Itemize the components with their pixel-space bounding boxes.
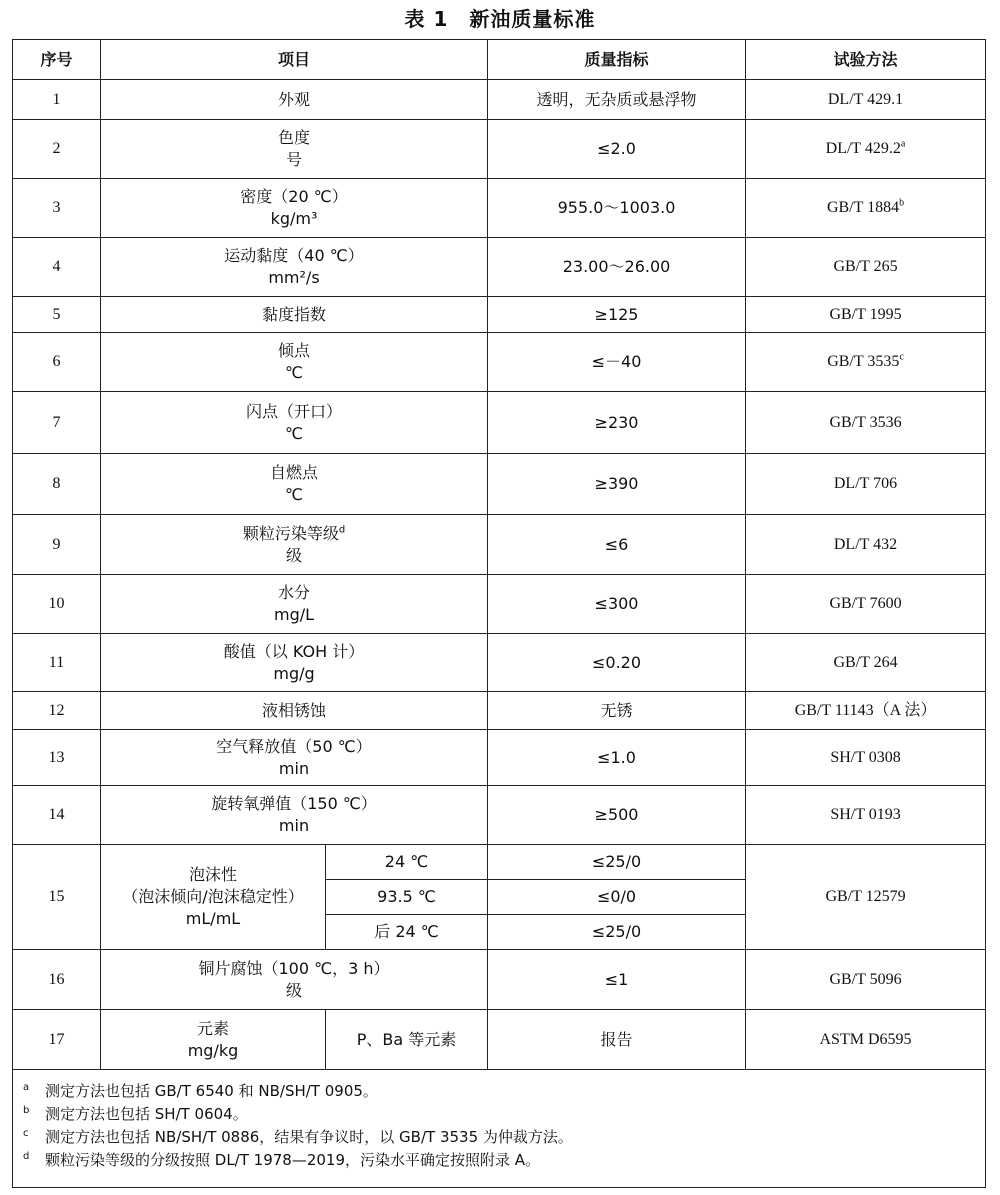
row-item (101, 80, 488, 120)
item-label (105, 700, 483, 722)
row-method (746, 515, 986, 575)
item-label: （泡沫倾向/泡沫稳定性） (122, 887, 304, 906)
row-item (101, 179, 488, 238)
table-title: 表 1 新油质量标准 (404, 7, 596, 31)
item-label (105, 245, 483, 267)
item-label (105, 523, 483, 545)
row-spec: ≤300 (488, 575, 746, 634)
row-spec: ≤25/0 (488, 915, 746, 950)
method-name: GB/T 264 (833, 653, 898, 671)
table-row (13, 80, 986, 120)
item-name: 旋转氧弹值（150 ℃） (211, 794, 377, 813)
row-spec: 报告 (488, 1010, 746, 1070)
footnote: b 测定方法也包括 SH/T 0604。 (23, 1105, 248, 1123)
row-method (746, 297, 986, 333)
table-row (13, 845, 986, 880)
row-spec: 955.0～1003.0 (488, 179, 746, 238)
item-name: 自燃点 (270, 463, 319, 482)
item-name: 液相锈蚀 (262, 700, 327, 720)
row-method (746, 80, 986, 120)
row-item (101, 238, 488, 297)
item-name: 外观 (278, 89, 311, 109)
table-row (13, 950, 986, 1010)
method-name: GB/T 1995 (829, 305, 902, 323)
item-unit: ℃ (285, 363, 303, 382)
row-number: 12 (13, 692, 101, 730)
item-unit: 号 (286, 150, 303, 169)
row-item (101, 786, 488, 845)
table-row (13, 454, 986, 515)
row-spec: ≥125 (488, 297, 746, 333)
row-spec: 无锈 (488, 692, 746, 730)
method-name: GB/T 11143（A 法） (794, 701, 937, 719)
item-name: 倾点 (278, 341, 311, 360)
item-unit: mg/L (273, 605, 315, 624)
row-number: 1 (13, 80, 101, 120)
row-spec: ≥230 (488, 392, 746, 454)
row-method (746, 454, 986, 515)
row-spec: ≥390 (488, 454, 746, 515)
table-row (13, 297, 986, 333)
table-row (13, 730, 986, 786)
row-method (746, 120, 986, 179)
item-label (105, 401, 483, 423)
row-number: 9 (13, 515, 101, 575)
row-spec: ≥500 (488, 786, 746, 845)
item-unit: mg/g (273, 663, 315, 683)
method-name: GB/T 7600 (829, 595, 902, 612)
item-unit: mm²/s (268, 268, 320, 287)
row-number: 15 (13, 845, 101, 950)
row-spec: 透明，无杂质或悬浮物 (488, 80, 746, 120)
header-spec: 质量指标 (488, 40, 746, 80)
footnote-text: 测定方法也包括 NB/SH/T 0886，结果有争议时，以 GB/T 3535 为仲裁方法。 (45, 1128, 573, 1146)
footnote: a 测定方法也包括 GB/T 6540 和 NB/SH/T 0905。 (23, 1082, 378, 1100)
item-label: 元素 (196, 1018, 229, 1038)
row-item (101, 1010, 326, 1070)
method-footnote-mark: b (899, 197, 905, 209)
item-unit: min (278, 816, 310, 835)
item-label (105, 641, 483, 663)
row-spec: ≤1 (488, 950, 746, 1010)
header-no: 序号 (13, 40, 101, 80)
test-condition: 93.5 ℃ (326, 880, 488, 915)
row-method (746, 692, 986, 730)
row-number: 5 (13, 297, 101, 333)
row-method (746, 786, 986, 845)
row-item (101, 392, 488, 454)
row-spec: 23.00～26.00 (488, 238, 746, 297)
row-method: GB/T 5096 (746, 950, 986, 1010)
item-name: 黏度指数 (262, 304, 327, 324)
item-name: 运动黏度（40 ℃） (224, 246, 364, 265)
item-label (105, 89, 483, 111)
item-label: 泡沫性 (188, 865, 237, 884)
item-name: 色度 (278, 128, 311, 147)
item-unit: 级 (286, 980, 303, 1000)
header-row (13, 40, 986, 80)
item-name: 密度（20 ℃） (240, 187, 348, 206)
row-method: ASTM D6595 (746, 1010, 986, 1070)
row-item (101, 845, 326, 950)
notes-row (13, 1070, 986, 1188)
footnote-text: 测定方法也包括 GB/T 6540 和 NB/SH/T 0905。 (45, 1082, 378, 1100)
item-label (105, 340, 483, 362)
row-number: 14 (13, 786, 101, 845)
row-item (101, 454, 488, 515)
item-label (105, 462, 483, 484)
row-number: 2 (13, 120, 101, 179)
item-unit: kg/m³ (270, 209, 318, 228)
main-table (12, 39, 986, 1188)
footnote: d 颗粒污染等级的分级按照 DL/T 1978—2019，污染水平确定按照附录 A。 (23, 1151, 541, 1169)
item-label: mL/mL (185, 909, 241, 928)
row-method (746, 730, 986, 786)
item-unit: ℃ (285, 485, 303, 504)
row-item (101, 333, 488, 392)
method-name: GB/T 3535 (827, 353, 900, 370)
row-item (101, 515, 488, 575)
item-label (105, 304, 483, 326)
table-row (13, 634, 986, 692)
header-item: 项目 (101, 40, 488, 80)
table-row (13, 120, 986, 179)
method-footnote-mark: c (899, 351, 904, 363)
table-row (13, 692, 986, 730)
item-label (105, 736, 483, 758)
table-row (13, 1010, 986, 1070)
row-item (101, 297, 488, 333)
row-number: 13 (13, 730, 101, 786)
footnote: c 测定方法也包括 NB/SH/T 0886，结果有争议时，以 GB/T 3535 为仲裁方法。 (23, 1128, 573, 1146)
item-label: 铜片腐蚀（100 ℃，3 h） (198, 958, 390, 978)
method-name: DL/T 706 (833, 475, 898, 492)
row-item (101, 575, 488, 634)
row-method (746, 575, 986, 634)
method-name: SH/T 0193 (830, 806, 901, 823)
table-row (13, 179, 986, 238)
row-spec: ≤2.0 (488, 120, 746, 179)
method-name: DL/T 432 (833, 535, 898, 553)
row-number: 11 (13, 634, 101, 692)
footnotes (13, 1070, 986, 1188)
footnote-text: 测定方法也包括 SH/T 0604。 (45, 1105, 248, 1123)
method-name: DL/T 429.1 (827, 90, 904, 108)
footnote-text: 颗粒污染等级的分级按照 DL/T 1978—2019，污染水平确定按照附录 A。 (45, 1151, 541, 1169)
method-name: GB/T 3536 (829, 413, 902, 431)
item-footnote-mark: d (338, 524, 346, 536)
item-unit: 级 (286, 545, 303, 565)
row-method (746, 634, 986, 692)
row-number: 10 (13, 575, 101, 634)
row-spec: ≤6 (488, 515, 746, 575)
table-row (13, 515, 986, 575)
item-unit: min (278, 758, 310, 778)
row-spec: ≤－40 (488, 333, 746, 392)
method-name: DL/T 429.2 (825, 140, 901, 157)
row-item (101, 634, 488, 692)
item-name: 酸值（以 KOH 计） (223, 641, 365, 661)
row-number: 6 (13, 333, 101, 392)
item-label (105, 127, 483, 149)
quality-standard-table (12, 39, 985, 1191)
row-item (101, 692, 488, 730)
item-name: 水分 (278, 583, 311, 602)
method-name: GB/T 265 (833, 258, 898, 275)
row-number: 8 (13, 454, 101, 515)
method-footnote-mark: a (900, 138, 906, 150)
row-number: 16 (13, 950, 101, 1010)
table-row (13, 575, 986, 634)
test-condition: P、Ba 等元素 (326, 1010, 488, 1070)
row-number: 3 (13, 179, 101, 238)
row-number: 4 (13, 238, 101, 297)
item-name: 空气释放值（50 ℃） (216, 736, 372, 756)
item-label (105, 582, 483, 604)
row-spec: ≤1.0 (488, 730, 746, 786)
header-method: 试验方法 (746, 40, 986, 80)
row-number: 17 (13, 1010, 101, 1070)
item-label (105, 186, 483, 208)
row-item (101, 120, 488, 179)
item-label (105, 793, 483, 815)
row-method (746, 392, 986, 454)
item-unit: mg/kg (187, 1040, 239, 1060)
row-method (746, 333, 986, 392)
test-condition: 24 ℃ (326, 845, 488, 880)
table-row (13, 786, 986, 845)
table-row (13, 238, 986, 297)
method-name: SH/T 0308 (830, 748, 901, 766)
item-unit: ℃ (285, 423, 303, 443)
table-row (13, 333, 986, 392)
row-spec: ≤0/0 (488, 880, 746, 915)
item-name: 闪点（开口） (246, 401, 343, 421)
row-item (101, 950, 488, 1010)
row-number: 7 (13, 392, 101, 454)
method-name: GB/T 1884 (826, 199, 900, 216)
row-spec: ≤25/0 (488, 845, 746, 880)
row-method (746, 179, 986, 238)
row-item (101, 730, 488, 786)
row-spec: ≤0.20 (488, 634, 746, 692)
row-method: GB/T 12579 (746, 845, 986, 950)
table-row (13, 392, 986, 454)
item-name: 颗粒污染等级 (242, 523, 339, 543)
row-method (746, 238, 986, 297)
test-condition: 后 24 ℃ (326, 915, 488, 950)
